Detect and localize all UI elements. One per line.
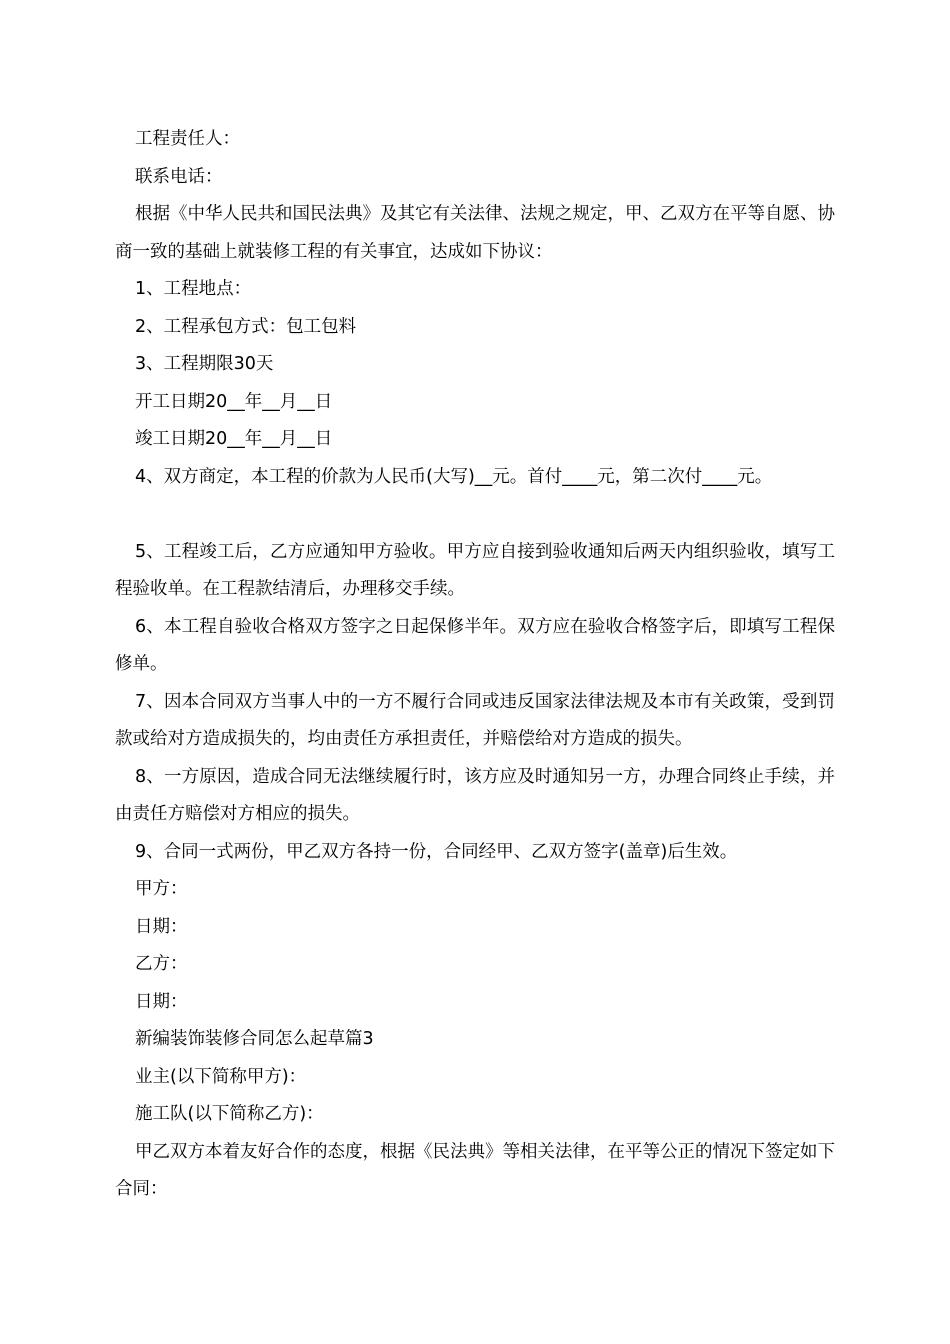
preamble-paragraph: 根据《中华人民共和国民法典》及其它有关法律、法规之规定，甲、乙双方在平等自愿、协商一致的基础上就装修工程的有关事宜，达成如下协议：	[115, 204, 835, 262]
clause-9-effectiveness: 9、合同一式两份，甲乙双方各持一份，合同经甲、乙双方签字(盖章)后生效。	[135, 841, 738, 862]
contractor-line: 施工队(以下简称乙方)：	[135, 1104, 324, 1124]
agreement-intro-paragraph: 甲乙双方本着友好合作的态度，根据《民法典》等相关法律，在平等公正的情况下签定如下合同：	[115, 1141, 835, 1199]
clause-8-termination: 8、一方原因，造成合同无法继续履行时，该方应及时通知另一方，办理合同终止手续，并由责任方赔偿对方相应的损失。	[115, 766, 835, 824]
clause-3-duration: 3、工程期限30天	[135, 354, 274, 374]
party-b-signature-line: 乙方：	[135, 954, 188, 974]
clause-4-price: 4、双方商定，本工程的价款为人民币(大写)__元。首付____元，第二次付____元。	[135, 466, 773, 487]
blank-line	[115, 496, 835, 534]
clause-2-contract-method: 2、工程承包方式：包工包料	[135, 316, 357, 337]
clause-7-liability: 7、因本合同双方当事人中的一方不履行合同或违反国家法律法规及本市有关政策，受到罚款或给对方造成损失的，均由责任方承担责任，并赔偿给对方造成的损失。	[115, 691, 835, 749]
section-title: 新编装饰装修合同怎么起草篇3	[135, 1029, 374, 1049]
clause-6-warranty: 6、本工程自验收合格双方签字之日起保修半年。双方应在验收合格签字后，即填写工程保修单。	[115, 616, 835, 674]
project-manager-line: 工程责任人：	[135, 129, 240, 149]
contact-phone-line: 联系电话：	[135, 166, 223, 187]
party-a-signature-line: 甲方：	[135, 879, 188, 899]
start-date-line: 开工日期20__年__月__日	[135, 391, 333, 412]
clause-5-acceptance: 5、工程竣工后，乙方应通知甲方验收。甲方应自接到验收通知后两天内组织验收，填写工程验收单。在工程款结清后，办理移交手续。	[115, 541, 835, 599]
document-body	[115, 121, 835, 1209]
party-b-date-line: 日期：	[135, 991, 188, 1012]
completion-date-line: 竣工日期20__年__月__日	[135, 429, 333, 449]
party-a-date-line: 日期：	[135, 916, 188, 937]
clause-1-location: 1、工程地点：	[135, 279, 252, 299]
owner-line: 业主(以下简称甲方)：	[135, 1066, 307, 1087]
